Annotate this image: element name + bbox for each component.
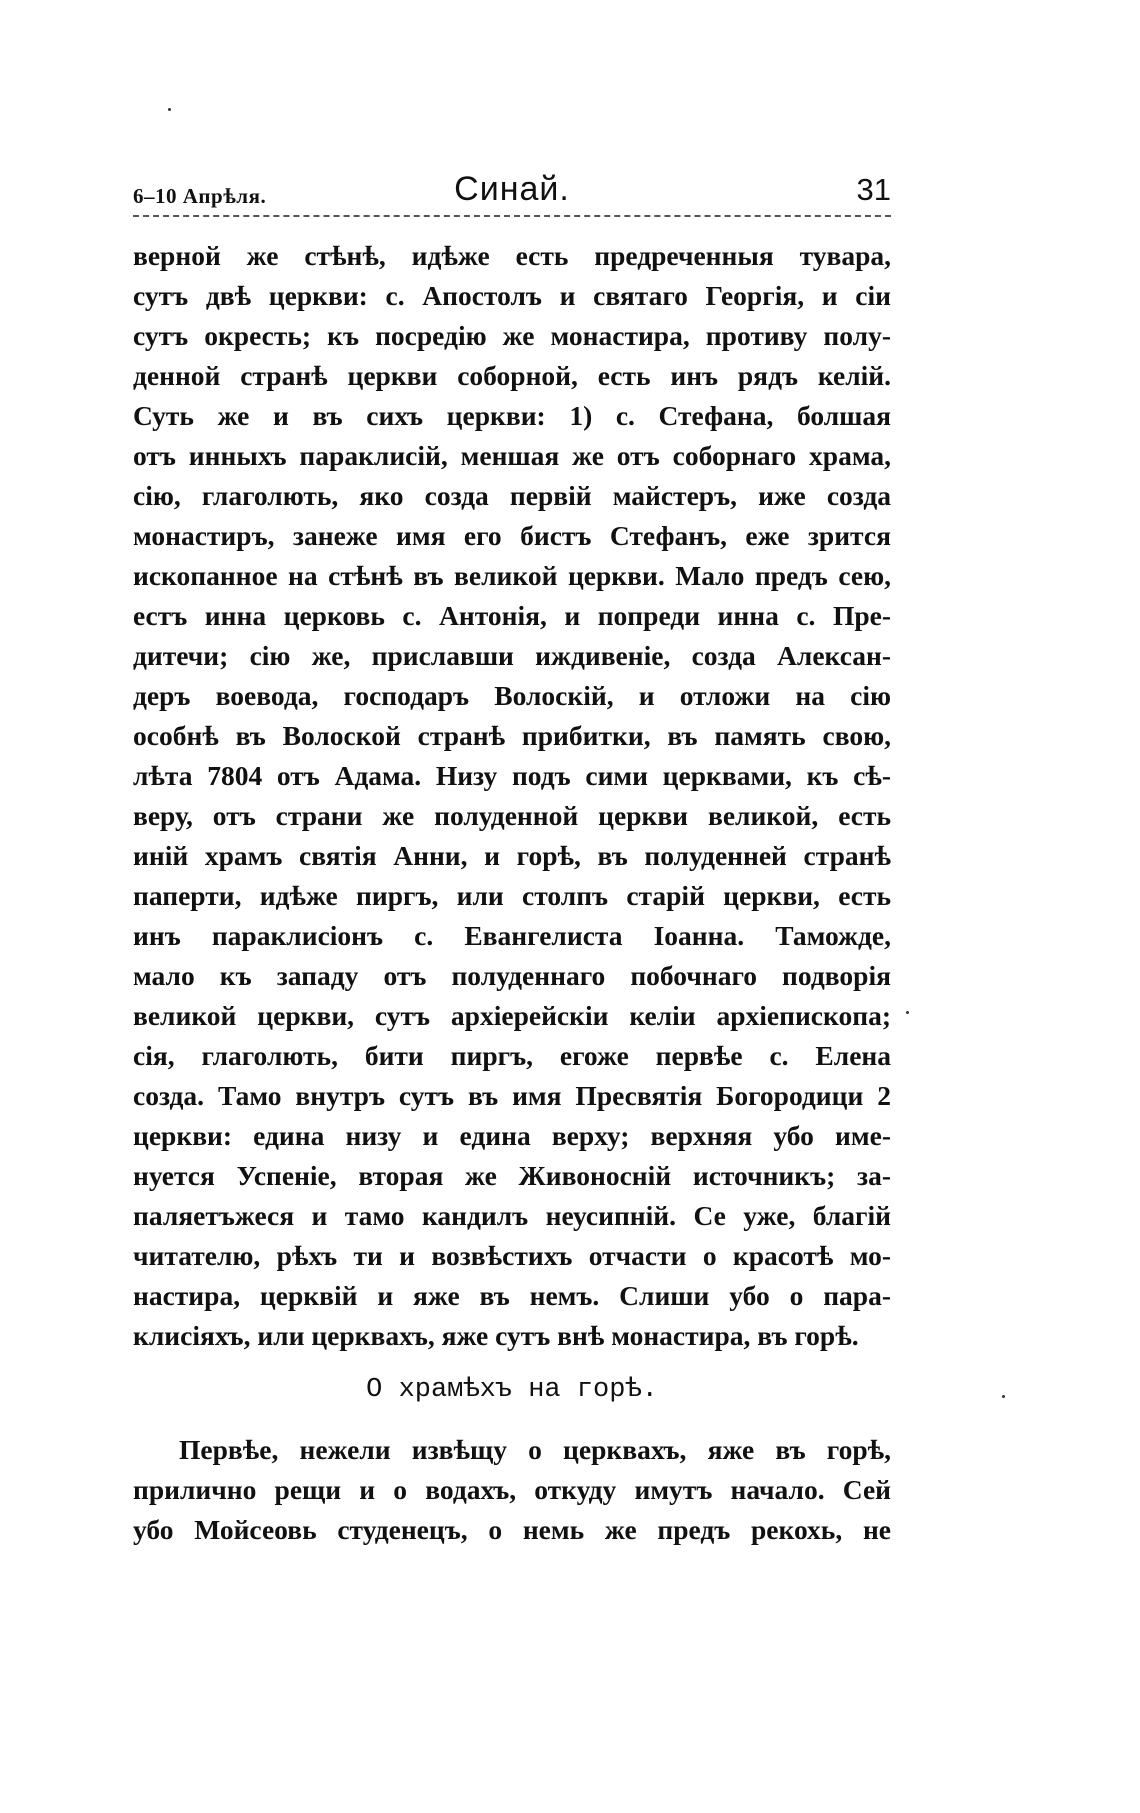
- text-line: лѣта 7804 отъ Адама. Низу подъ сими церквами, къ сѣ-: [133, 760, 891, 791]
- text-line: мало къ западу отъ полуденнаго побочнаго подворія: [133, 960, 891, 991]
- text-line: настира, церквій и яже въ немъ. Слиши убо о пара-: [133, 1280, 891, 1311]
- text-line: нуется Успеніе, вторая же Живоносній источникъ; за-: [133, 1160, 891, 1191]
- text-line: верной же стѣнѣ, идѣже есть предреченныя тувара,: [133, 240, 891, 271]
- text-line: клисіяхъ, или церквахъ, яже сутъ внѣ монастира, въ горѣ.: [133, 1320, 859, 1351]
- paragraph-continued: [133, 236, 891, 1356]
- print-speck: [168, 108, 171, 111]
- text-line: паперти, идѣже пиргъ, или столпъ старій церкви, есть: [133, 880, 891, 911]
- section-heading: О храмѣхъ на горѣ.: [366, 1375, 658, 1405]
- page-number: 31: [856, 172, 891, 207]
- text-line: сію, глаголють, яко созда первій майстеръ, иже созда: [133, 480, 891, 511]
- text-line: Первѣе, нежели извѣщу о церквахъ, яже въ горѣ,: [179, 1434, 891, 1465]
- text-line: ископанное на стѣнѣ въ великой церкви. Мало предъ сею,: [133, 560, 891, 591]
- text-line: читателю, рѣхъ ти и возвѣстихъ отчасти о красотѣ мо-: [133, 1240, 891, 1271]
- text-line: прилично рещи и о водахъ, откуду имутъ начало. Сей: [133, 1474, 891, 1505]
- running-head-title: Синай.: [454, 170, 570, 208]
- text-line: инъ параклисіонъ с. Евангелиста Іоанна. Тамождe,: [133, 920, 891, 951]
- text-line: дитечи; сію же, приславши иждивеніе, созда Алексан-: [133, 640, 891, 671]
- print-speck: [906, 1011, 909, 1014]
- text-line: сутъ двѣ церкви: с. Апостолъ и святаго Георгія, и сіи: [133, 280, 891, 311]
- text-line: паляетъжеся и тамо кандилъ неусипній. Се уже, благій: [133, 1200, 891, 1231]
- print-speck: [1002, 1395, 1005, 1398]
- text-line: деръ воевода, господаръ Волоскій, и отложи на сію: [133, 680, 891, 711]
- text-line: особнѣ въ Волоской странѣ прибитки, въ память свою,: [133, 720, 891, 751]
- text-line: церкви: едина низу и едина верху; верхняя убо име-: [133, 1120, 891, 1151]
- text-line: денной странѣ церкви соборной, есть инъ рядъ келій.: [133, 360, 891, 391]
- text-line: великой церкви, сутъ архіерейскіи келіи архіепископа;: [133, 1000, 891, 1031]
- text-line: Суть же и въ сихъ церкви: 1) с. Стефана, болшая: [133, 400, 891, 431]
- text-line: монастиръ, занеже имя его бистъ Стефанъ, еже зрится: [133, 520, 891, 551]
- header-rule: [133, 215, 891, 217]
- text-line: сутъ окресть; къ посредію же монастира, противу полу-: [133, 320, 891, 351]
- text-line: отъ инныхъ параклисій, меншая же отъ соборнаго храма,: [133, 440, 891, 471]
- running-head-dates: 6–10 Апрѣля.: [133, 184, 267, 208]
- text-line: веру, отъ страни же полуденной церкви великой, есть: [133, 800, 891, 831]
- text-line: иній храмъ святія Анни, и горѣ, въ полуденней странѣ: [133, 840, 891, 871]
- text-line: созда. Тамо внутръ сутъ въ имя Пресвятія Богородици 2: [133, 1080, 891, 1111]
- paragraph-new: [133, 1430, 891, 1550]
- text-line: естъ инна церковь с. Антонія, и попреди инна с. Пре-: [133, 600, 891, 631]
- text-line: убо Мойсеовь студенецъ, о немь же предъ рекохь, не: [133, 1514, 891, 1545]
- running-head: [133, 168, 891, 218]
- text-line: сія, глаголють, бити пиргъ, егоже первѣе с. Елена: [133, 1040, 891, 1071]
